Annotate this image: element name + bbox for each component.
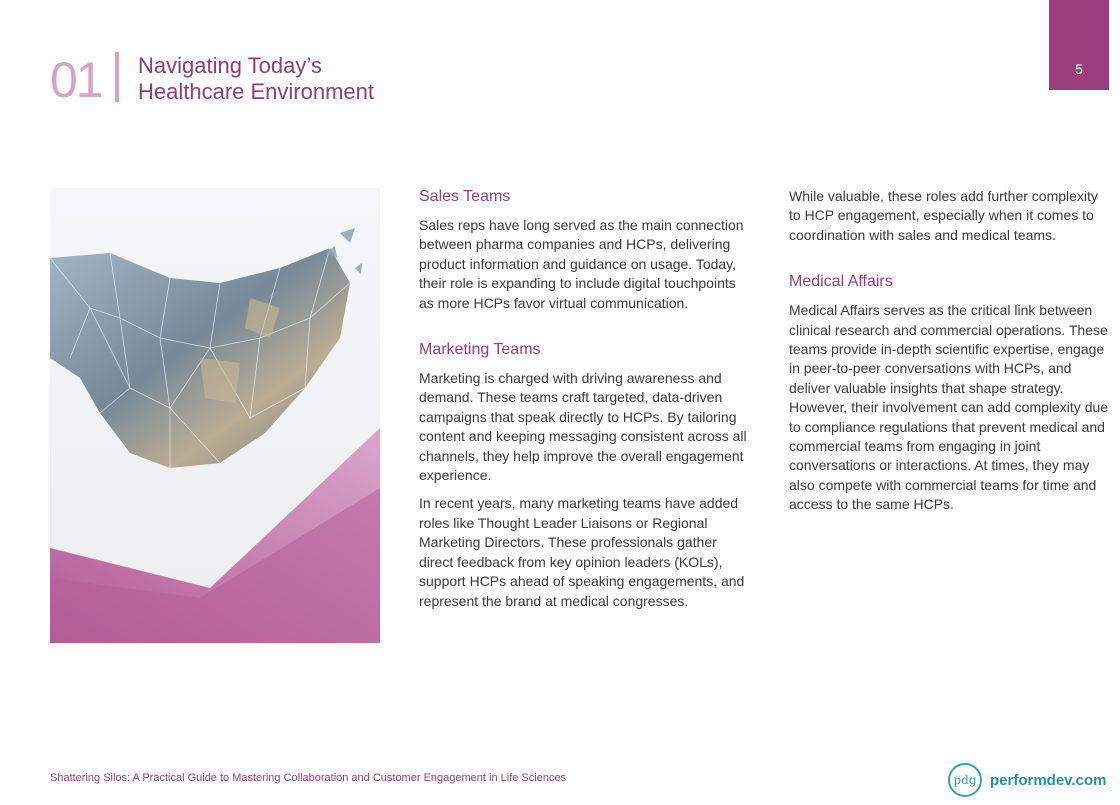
- chapter-title-line-1: Navigating Today’s: [138, 53, 322, 78]
- chapter-title: [138, 53, 374, 105]
- marketing-teams-body-2: In recent years, many marketing teams have added roles like Thought Leader Liaisons or Regional Marketing Directors. These professionals gather direct feedback from key opinion leaders (KOLs), support HCPs ahead of speaking engagements, and represent the brand at medical congresses.: [419, 495, 745, 609]
- column-left: [419, 187, 749, 611]
- medical-affairs-heading: Medical Affairs: [789, 273, 893, 291]
- continuation-body: While valuable, these roles add further complexity to HCP engagement, especially when it comes to coordination with sales and medical teams.: [789, 188, 1098, 243]
- medical-affairs-body: Medical Affairs serves as the critical link between clinical research and commercial operations. These teams provide in-depth scientific expertise, engage in peer-to-peer conversations with HCPs, and deliver valuable insights that shape strategy. However, their involvement can add complexity due to compliance regulations that prevent medical and commercial teams from engaging in joint conversations or interactions. At times, they may also compete with commercial teams for time and access to the same HCPs.: [789, 302, 1109, 513]
- sales-teams-heading: Sales Teams: [419, 188, 511, 205]
- column-right: [789, 187, 1109, 515]
- page-number-tab: [1049, 0, 1109, 90]
- marketing-teams-body-1: Marketing is charged with driving awareness and demand. These teams craft targeted, data-driven campaigns that speak directly to HCPs. By tailoring content and keeping messaging consistent across all channels, they help improve the overall engagement experience.: [419, 370, 747, 484]
- page-number: 5: [1075, 61, 1083, 77]
- chapter-number: 01: [50, 52, 102, 108]
- crystal-handshake-image: [50, 188, 380, 643]
- pdg-logo-icon: pdg: [948, 763, 982, 797]
- handshake-hero-image: [50, 188, 380, 643]
- footer-title: Shattering Silos: A Practical Guide to Mastering Collaboration and Customer Engagement in Life Sciences: [50, 772, 567, 784]
- logo-text: performdev.com: [990, 771, 1107, 789]
- performdev-logo[interactable]: [948, 763, 1106, 797]
- sales-teams-body: Sales reps have long served as the main connection between pharma companies and HCPs, delivering product information and guidance on usage. Today, their role is expanding to include digital touchpoints as more HCPs favor virtual communication.: [419, 217, 744, 311]
- chapter-title-line-2: Healthcare Environment: [138, 79, 375, 104]
- marketing-teams-heading: Marketing Teams: [419, 341, 541, 359]
- chapter-divider: [115, 52, 119, 102]
